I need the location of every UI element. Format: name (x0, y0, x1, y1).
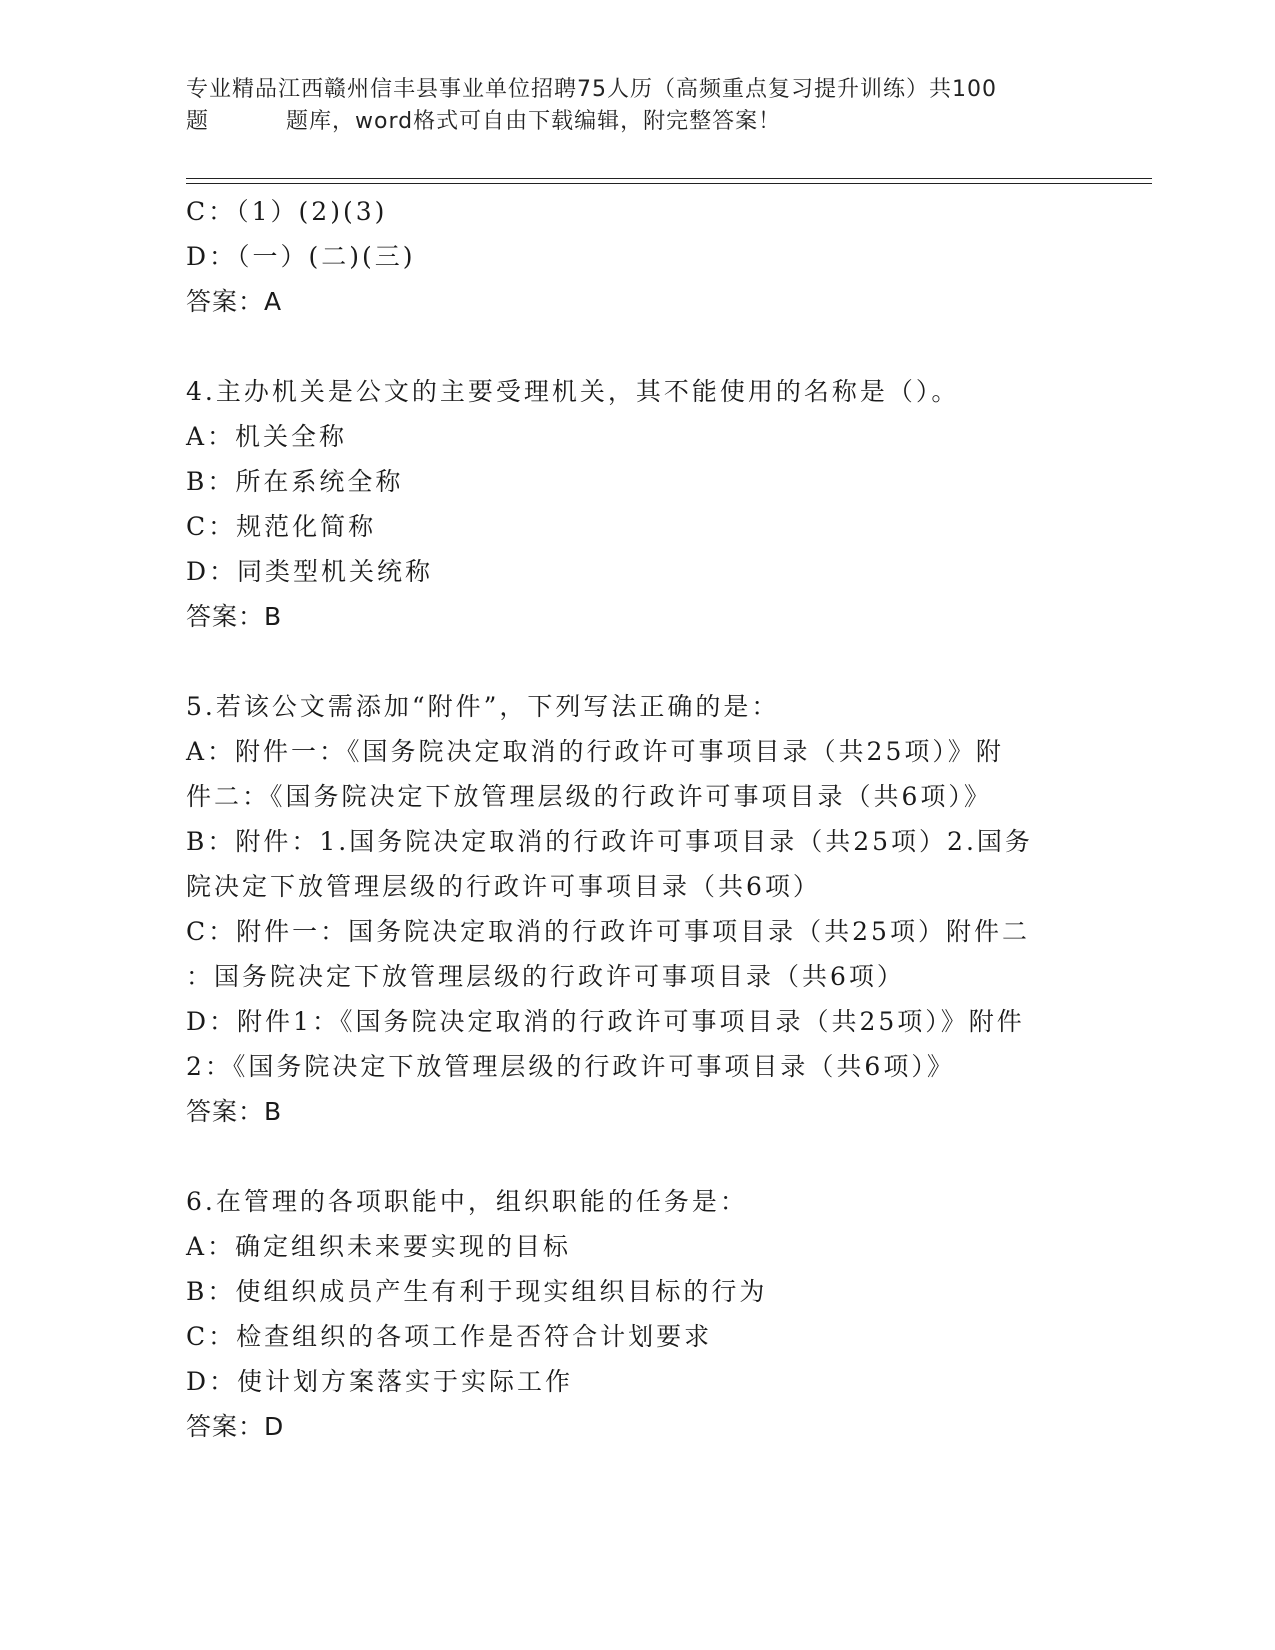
option-d: D：同类型机关统称 (186, 557, 434, 586)
question-stem: 6.在管理的各项职能中，组织职能的任务是： (186, 1187, 748, 1216)
option-c: C：（1）(2)(3) (186, 197, 388, 226)
header-rule-bottom (186, 183, 1152, 184)
question-5 (186, 684, 1086, 1134)
option-c: C：检查组织的各项工作是否符合计划要求 (186, 1322, 713, 1351)
option-d: D：使计划方案落实于实际工作 (186, 1367, 574, 1396)
spacer (186, 324, 1086, 369)
option-c: C：附件一：国务院决定取消的行政许可事项目录（共25项）附件二 (186, 917, 1030, 946)
option-a: A：附件一：《国务院决定取消的行政许可事项目录（共25项）》附 (186, 737, 1004, 766)
option-a: A：确定组织未来要实现的目标 (186, 1232, 572, 1261)
question-stem: 4.主办机关是公文的主要受理机关，其不能使用的名称是（）。 (186, 377, 960, 406)
header-title-line2 (186, 106, 1086, 138)
option-d-continued: 2：《国务院决定下放管理层级的行政许可事项目录（共6项）》 (186, 1052, 955, 1081)
answer-line: 答案：A (186, 287, 283, 316)
question-3-tail (186, 189, 1086, 324)
header-rule-top (186, 178, 1152, 179)
answer-line: 答案：D (186, 1412, 285, 1441)
header-title-rest: 题库，word格式可自由下载编辑，附完整答案！ (286, 109, 782, 134)
option-d: D：（一）(二)(三) (186, 242, 416, 271)
spacer (186, 639, 1086, 684)
question-6 (186, 1179, 1086, 1449)
spacer (186, 1134, 1086, 1179)
option-b: B：使组织成员产生有利于现实组织目标的行为 (186, 1277, 768, 1306)
option-c: C：规范化简称 (186, 512, 377, 541)
option-a-continued: 件二：《国务院决定下放管理层级的行政许可事项目录（共6项）》 (186, 782, 992, 811)
header-title-lead: 题 (186, 109, 210, 134)
question-content (186, 189, 1086, 1449)
option-b: B：附件：1.国务院决定取消的行政许可事项目录（共25项）2.国务 (186, 827, 1033, 856)
header-title-line1: 专业精品江西赣州信丰县事业单位招聘75人历（高频重点复习提升训练）共100 (186, 77, 997, 102)
option-d: D：附件1：《国务院决定取消的行政许可事项目录（共25项）》附件 (186, 1007, 1025, 1036)
option-a: A：机关全称 (186, 422, 348, 451)
question-stem: 5.若该公文需添加“附件”，下列写法正确的是： (186, 692, 780, 721)
answer-line: 答案：B (186, 602, 283, 631)
answer-line: 答案：B (186, 1097, 283, 1126)
page-header (186, 74, 1086, 138)
question-4 (186, 369, 1086, 639)
option-c-continued: ：国务院决定下放管理层级的行政许可事项目录（共6项） (186, 962, 905, 991)
option-b: B：所在系统全称 (186, 467, 404, 496)
option-b-continued: 院决定下放管理层级的行政许可事项目录（共6项） (186, 872, 821, 901)
